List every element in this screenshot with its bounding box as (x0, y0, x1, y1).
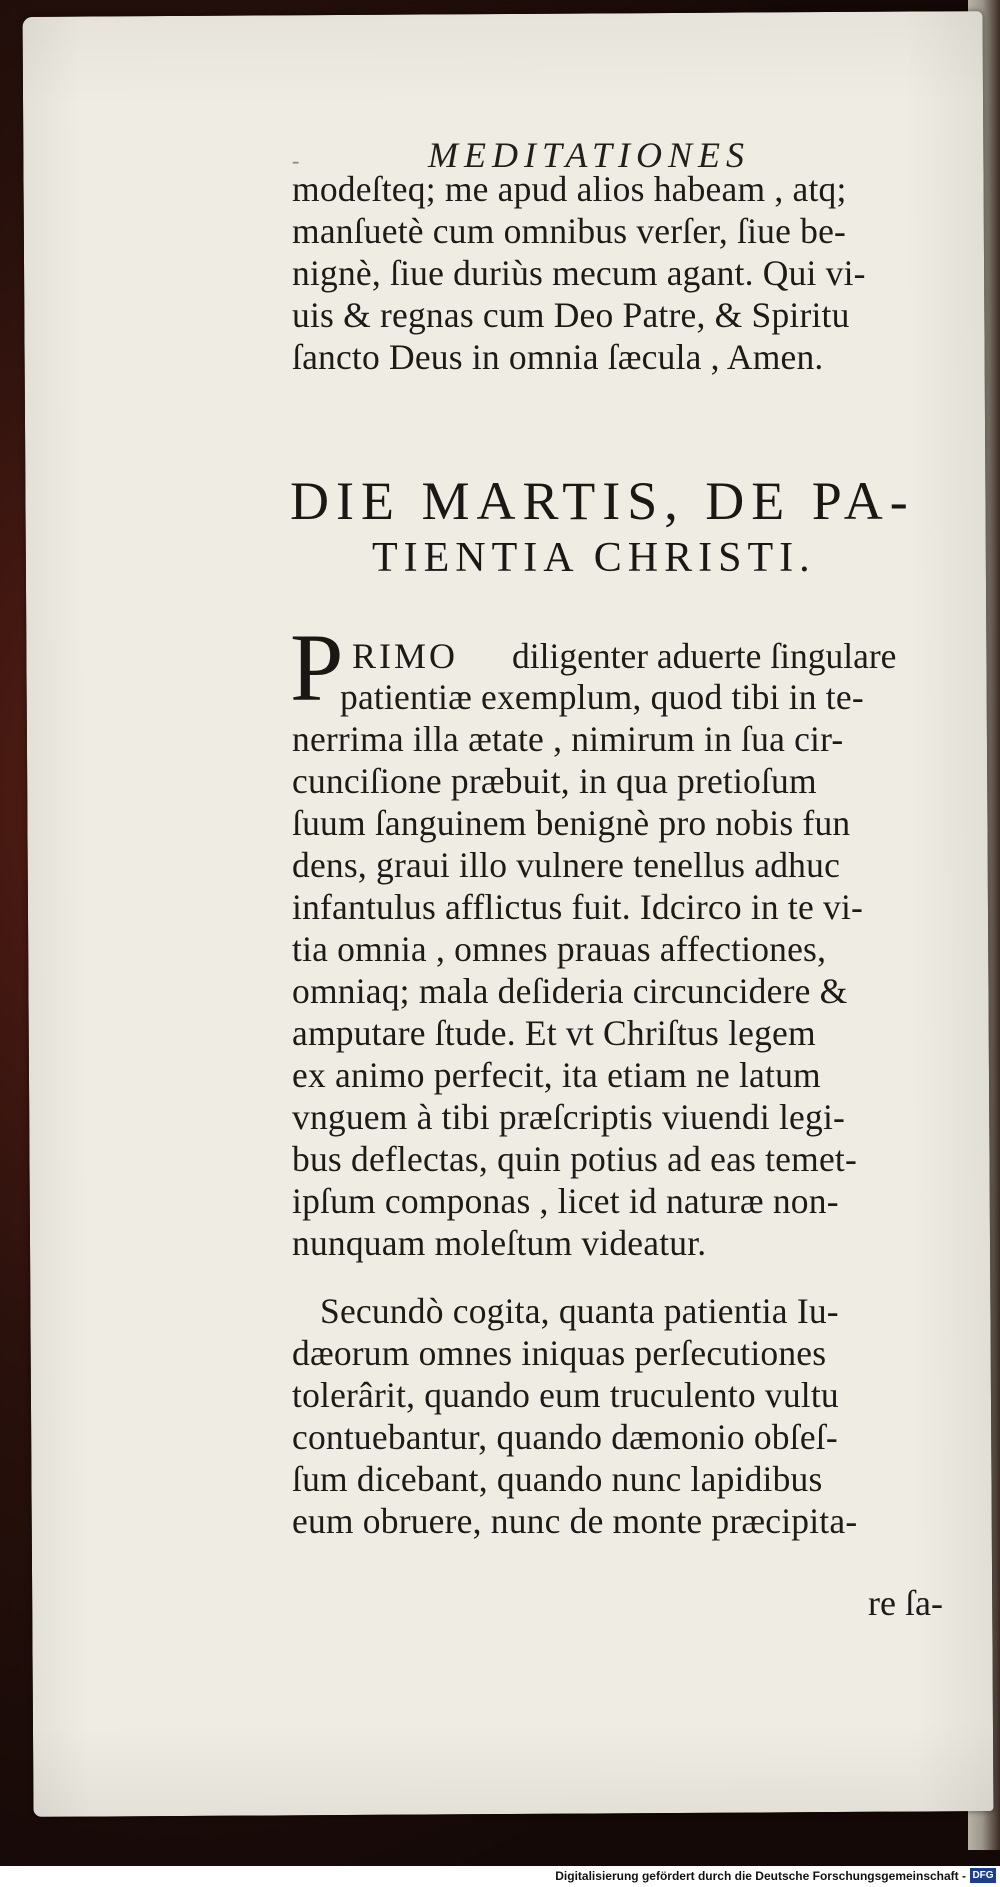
text-line: manſuetè cum omnibus verſer, ſiue be- (292, 211, 847, 251)
section-heading-line1: DIE MARTIS, DE PA- (290, 471, 915, 531)
first-word: RIMO (352, 636, 459, 676)
text-line: ex animo perfecit, ita etiam ne latum (292, 1055, 821, 1095)
text-line: vnguem à tibi præſcriptis viuendi legi- (292, 1097, 846, 1137)
text-line: dens, graui illo vulnere tenellus adhuc (292, 845, 841, 885)
text-line: nerrima illa ætate , nimirum in ſua cir- (292, 719, 844, 759)
text-line: ſum dicebant, quando nunc lapidibus (292, 1459, 823, 1499)
catchword: re ſa- (868, 1583, 943, 1623)
text-line: ſancto Deus in omnia ſæcula , Amen. (292, 337, 824, 377)
text-line: contuebantur, quando dæmonio obſeſ- (292, 1417, 838, 1457)
head-mark: - (292, 148, 300, 173)
text-line: ipſum componas , licet id naturæ non- (292, 1181, 839, 1221)
text-line: bus deflectas, quin potius ad eas temet- (292, 1139, 857, 1179)
first-line-rest: diligenter aduerte ſingulare (512, 636, 897, 676)
text-line: dæorum omnes iniquas perſecutiones (292, 1333, 827, 1373)
text-line: tia omnia , omnes prauas affectiones, (292, 929, 827, 969)
text-line: omniaq; mala deſideria circuncidere & (292, 971, 848, 1011)
text-line: cunciſione præbuit, in qua pretioſum (292, 761, 817, 801)
text-line: nignè, ſiue duriùs mecum agant. Qui vi- (292, 253, 866, 293)
text-line: amputare ſtude. Et vt Chriſtus legem (292, 1013, 816, 1053)
running-head: MEDITATIONES (428, 135, 750, 175)
text-line: modeſteq; me apud alios habeam , atq; (292, 169, 847, 209)
text-line: uis & regnas cum Deo Patre, & Spiritu (292, 295, 850, 335)
text-line: patientiæ exemplum, quod tibi in te- (340, 677, 864, 717)
text-line: eum obruere, nunc de monte præcipita- (292, 1501, 858, 1541)
text-line: Secundò cogita, quanta patientia Iu- (320, 1291, 839, 1331)
text-line: infantulus afflictus fuit. Idcirco in te vi- (292, 887, 864, 927)
text-line: nunquam moleſtum videatur. (292, 1223, 707, 1263)
text-line: tolerârit, quando eum truculento vultu (292, 1375, 839, 1415)
section-heading-line2: TIENTIA CHRISTI. (372, 535, 816, 581)
text-line: ſuum ſanguinem benignè pro nobis fun (292, 803, 851, 843)
drop-cap: P (290, 614, 344, 721)
dfg-logo: DFG (970, 1868, 996, 1883)
footer-credit: Digitalisierung gefördert durch die Deutsche Forschungsgemeinschaft - (555, 1869, 966, 1883)
